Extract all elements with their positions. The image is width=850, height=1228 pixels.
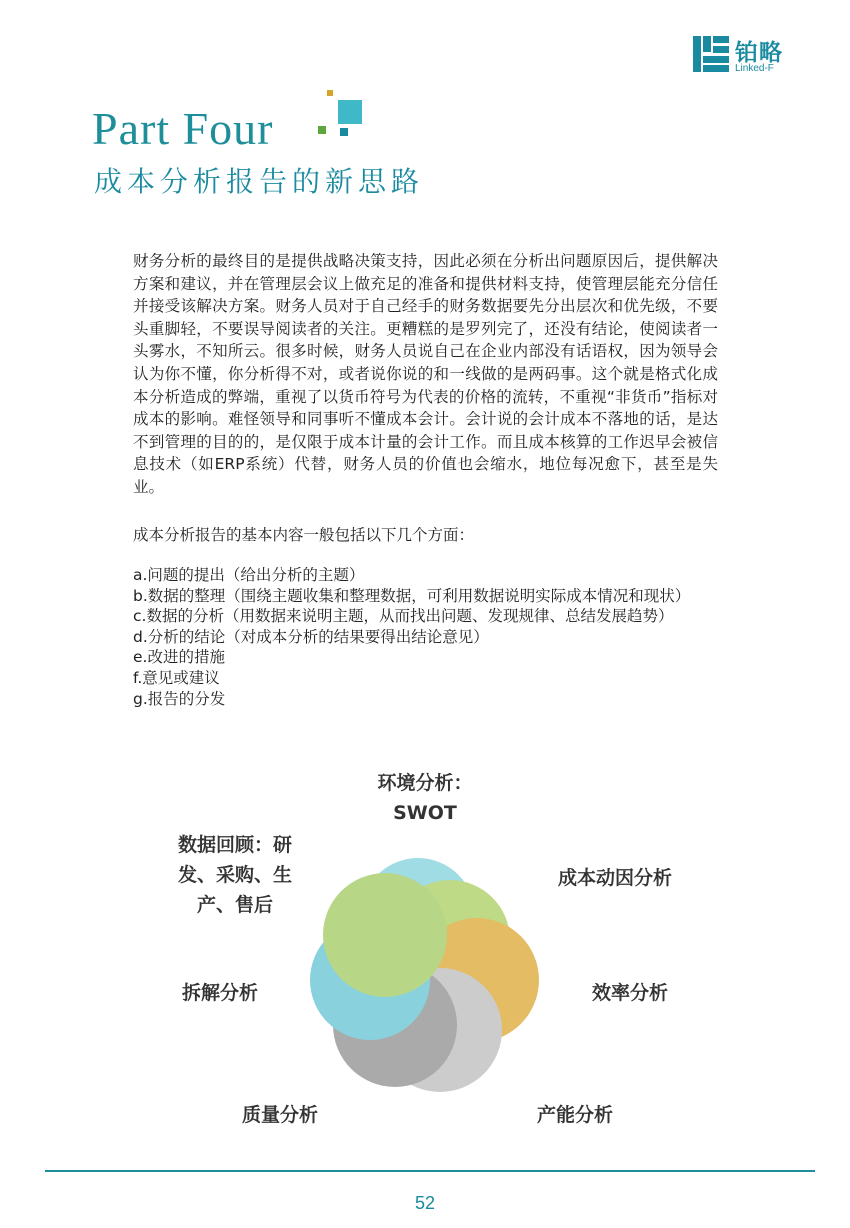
body-paragraph: 财务分析的最终目的是提供战略决策支持，因此必须在分析出问题原因后，提供解决方案和建议，并在管理层会议上做充足的准备和提供材料支持，使管理层能充分信任并接受该解决方案。财务人员对于自己经手的财务数据要先分出层次和优先级，不要头重脚轻，不要误导阅读者的关注。更糟糕的是罗列完了，还没有结论，使阅读者一头雾水，不知所云。很多时候，财务人员说自己在企业内部没有话语权，因为领导会认为你不懂，你分析得不对，或者说你说的和一线做的是两码事。这个就是格式化成本分析造成的弊端，重视了以货币符号为代表的价格的流转，不重视“非货币”指标对成本的影响。难怪领导和同事听不懂成本会计。会计说的会计成本不落地的话，是达不到管理的目的的，是仅限于成本计量的会计工作。而且成本核算的工作迟早会被信息技术（如ERP系统）代替，财务人员的价值也会缩水，地位每况愈下，甚至是失业。 bbox=[133, 252, 718, 496]
content-list bbox=[133, 565, 713, 709]
label-data-review: 数据回顾：研发、采购、生产、售后 bbox=[177, 834, 292, 916]
brand-logo bbox=[693, 34, 813, 78]
list-item: b.数据的整理（围绕主题收集和整理数据，可利用数据说明实际成本情况和现状） bbox=[133, 586, 691, 605]
list-item: e.改进的措施 bbox=[133, 648, 225, 667]
list-intro: 成本分析报告的基本内容一般包括以下几个方面： bbox=[133, 526, 475, 544]
section-subtitle: 成本分析报告的新思路 bbox=[94, 165, 425, 198]
list-item: c.数据的分析（用数据来说明主题，从而找出问题、发现规律、总结发展趋势） bbox=[133, 607, 674, 626]
decorative-squares-icon bbox=[318, 90, 368, 142]
analysis-diagram bbox=[0, 760, 850, 1160]
logo-subtext: Linked-F bbox=[735, 63, 774, 74]
list-item: f.意见或建议 bbox=[133, 668, 220, 687]
footer-divider bbox=[45, 1170, 815, 1172]
part-title: Part Four bbox=[92, 103, 274, 154]
label-efficiency: 效率分析 bbox=[591, 982, 668, 1004]
label-decomposition: 拆解分析 bbox=[181, 982, 258, 1004]
page-number: 52 bbox=[414, 1193, 436, 1213]
label-environment: 环境分析：SWOT bbox=[377, 772, 473, 824]
label-cost-driver: 成本动因分析 bbox=[557, 867, 672, 889]
label-quality: 质量分析 bbox=[241, 1104, 318, 1126]
list-item: d.分析的结论（对成本分析的结果要得出结论意见） bbox=[133, 627, 489, 646]
logo-name: 铂略 bbox=[735, 40, 783, 66]
list-item: a.问题的提出（给出分析的主题） bbox=[133, 566, 365, 584]
circle-top-left bbox=[323, 873, 447, 997]
list-item: g.报告的分发 bbox=[133, 689, 226, 708]
logo-mark-icon bbox=[693, 36, 729, 72]
label-capacity: 产能分析 bbox=[536, 1104, 613, 1126]
